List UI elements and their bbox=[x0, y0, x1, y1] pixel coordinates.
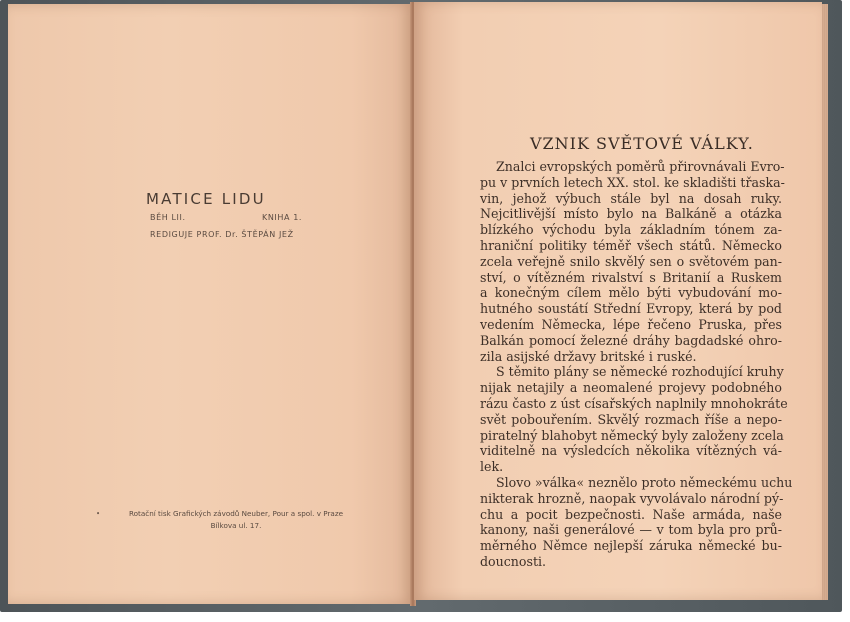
text-line: Balkán pomocí železné dráhy bagdadské ohro- bbox=[480, 332, 782, 348]
text-line: vin, jehož výbuch stále byl na dosah ruky. bbox=[480, 190, 782, 206]
text-line: blízkého východu byla základním tónem za- bbox=[480, 222, 782, 238]
text-line: Slovo »válka« neznělo proto německému uchu bbox=[496, 474, 793, 490]
text-line: nikterak hrozně, naopak vyvolávalo národní pý- bbox=[480, 490, 784, 506]
text-line: měrného Němce nejlepší záruka německé bu- bbox=[480, 538, 782, 554]
text-line: S těmito plány se německé rozhodující kruhy bbox=[496, 364, 784, 380]
text-line: hutného soustátí Střední Evropy, která by pod bbox=[480, 301, 782, 317]
text-line: piratelný blahobyt německý byly založeny zcela bbox=[480, 427, 784, 443]
chapter-body bbox=[480, 159, 793, 570]
printer-line-1: Rotační tisk Grafických závodů Neuber, Pour a spol. v Praze bbox=[128, 509, 344, 518]
text-line: a konečným cílem mělo býti vybudování mo- bbox=[480, 285, 782, 301]
text-line: nijak netajily a neomalené projevy podobného bbox=[480, 380, 782, 396]
editor-label: REDIGUJE PROF. Dr. ŠTĚPÁN JEŽ bbox=[150, 230, 294, 239]
text-line: zila asijské državy britské i ruské. bbox=[480, 348, 697, 364]
text-line: lek. bbox=[480, 459, 504, 475]
text-line: pu v prvních letech XX. stol. ke skladišti třaska- bbox=[480, 174, 785, 190]
series-title: MATICE LIDU bbox=[146, 190, 266, 208]
book-label: KNIHA 1. bbox=[262, 213, 303, 222]
page-edges bbox=[822, 4, 828, 600]
text-line: zcela veřejně snilo skvělý sen o světovém pan- bbox=[480, 253, 782, 269]
printer-bullet: • bbox=[96, 510, 101, 518]
text-line: viditelně na výsledcích několika vítězných vá- bbox=[480, 443, 782, 459]
chapter-title: VZNIK SVĚTOVÉ VÁLKY. bbox=[530, 134, 754, 153]
volume-label: BĚH LII. bbox=[150, 213, 186, 222]
text-line: Nejcitlivější místo bylo na Balkáně a otázka bbox=[480, 206, 782, 222]
text-line: svět pobouřením. Skvělý rozmach říše a nepo- bbox=[480, 411, 782, 427]
text-line: Znalci evropských poměrů přirovnávali Evro- bbox=[496, 159, 785, 174]
printer-imprint bbox=[104, 508, 368, 532]
text-line: doucnosti. bbox=[480, 553, 547, 569]
printer-line-2: Bílkova ul. 17. bbox=[210, 521, 262, 530]
text-line: vedením Německa, lépe řečeno Pruska, přes bbox=[480, 316, 782, 332]
text-line: hraniční politiky téměř všech států. Německo bbox=[480, 237, 782, 253]
text-line: rázu často z úst císařských naplnily mnohokráte bbox=[480, 395, 788, 411]
text-line: chu a pocit bezpečnosti. Naše armáda, naše bbox=[480, 506, 782, 522]
text-line: kanony, naši generálové — v tom byla pro prů- bbox=[480, 522, 782, 538]
text-line: ství, o vítězném rivalství s Britanií a Ruskem bbox=[480, 269, 782, 285]
